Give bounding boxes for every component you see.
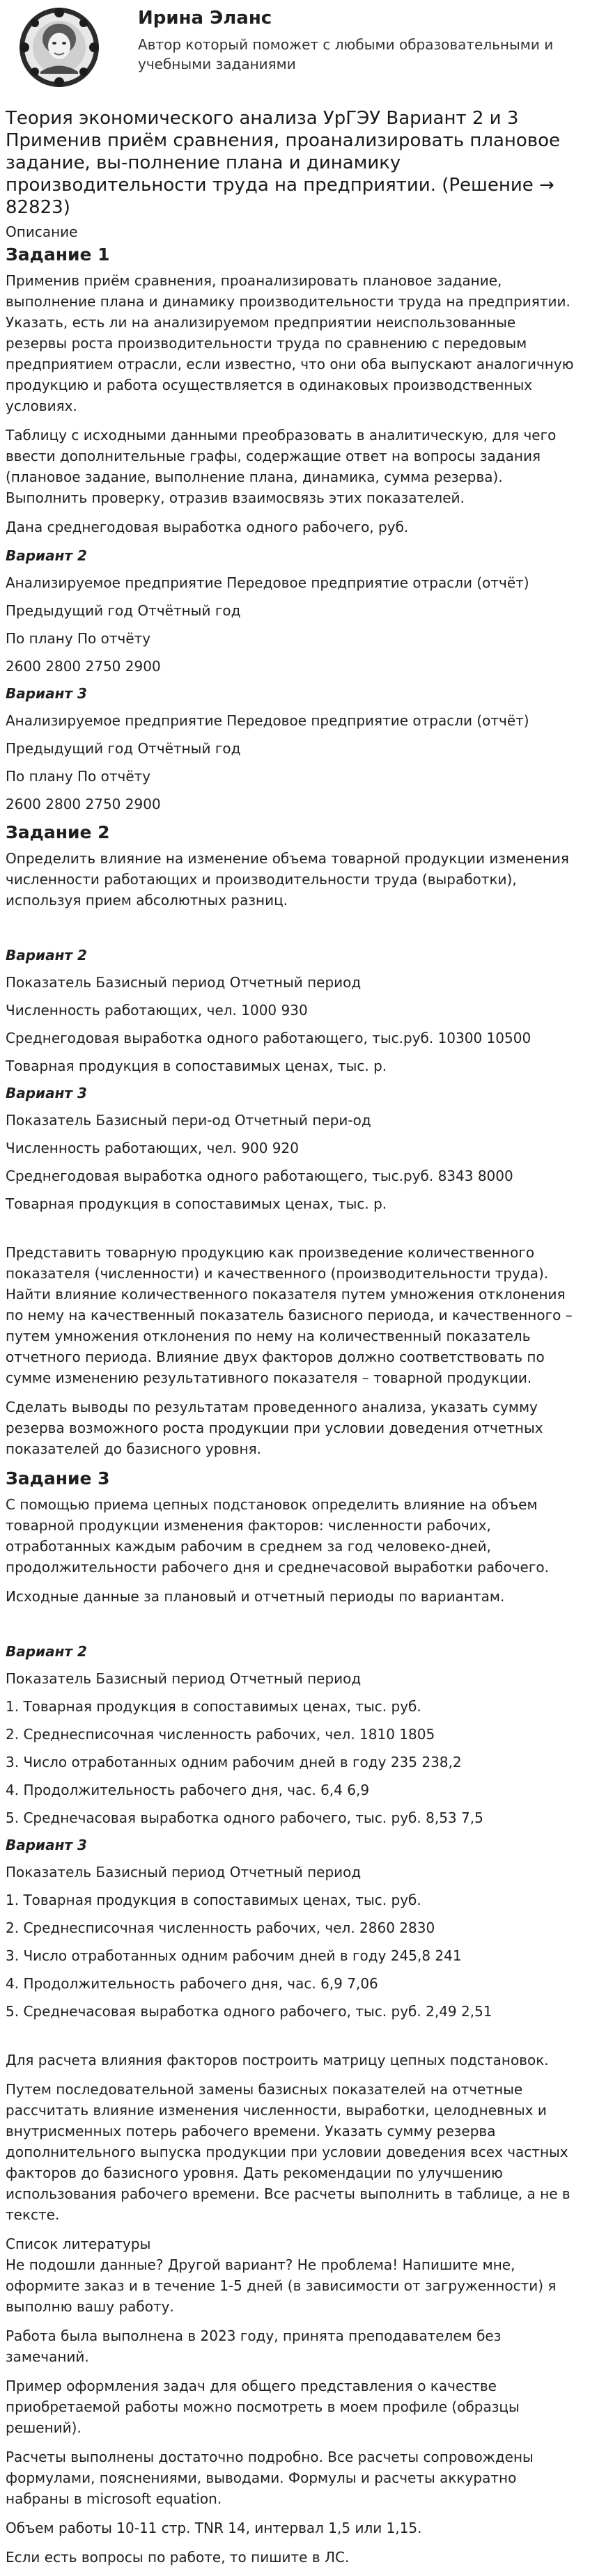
task1-variant2-row: По плану По отчёту	[6, 630, 151, 647]
footer-paragraph-4: Расчеты выполнены достаточно подробно. Все расчеты сопровождены формулами, пояснениями, выводами. Формулы и расчеты аккуратно набраны в microsoft equation.	[6, 2449, 534, 2507]
task3-variant2-row: Показатель Базисный период Отчетный период	[6, 1670, 362, 1687]
task2-paragraph-3: Сделать выводы по результатам проведенного анализа, указать сумму резерва возможного роста продукции при условии доведения отчетных показателей до базисного уровня.	[6, 1399, 543, 1457]
literature-label: Список литературы	[6, 2236, 151, 2252]
task3-variant2-row: 4. Продолжительность рабочего дня, час. 6,4 6,9	[6, 1782, 370, 1798]
task2-variant2-heading: Вариант 2	[6, 947, 87, 964]
task2-variant2-row: Товарная продукция в сопоставимых ценах, тыс. р.	[6, 1058, 387, 1074]
author-header	[6, 0, 578, 96]
spacer	[6, 1615, 578, 1636]
page-title: Теория экономического анализа УрГЭУ Вариант 2 и 3 Применив приём сравнения, проанализировать плановое задание, вы-полнение плана и динамику производительности труда на предприятии. (Решение → 82823)	[6, 108, 561, 218]
avatar-image	[7, 6, 111, 89]
task2-paragraph-2: Представить товарную продукцию как произведение количественного показателя (численности) и качественного (производительности труда). Найти влияние количественного показателя путем умножения отклонения по нему на качественный показатель базисного периода, и качественного – путем умножения отклонения по нему на количественный показатель отчетного периода. Влияние двух факторов должно соответствовать по сумме изменению результативного показателя – товарной продукции.	[6, 1244, 573, 1386]
task3-variant2-row: 2. Среднесписочная численность рабочих, чел. 1810 1805	[6, 1726, 435, 1743]
task1-variant2-row: Предыдущий год Отчётный год	[6, 602, 241, 619]
task3-paragraph-4: Путем последовательной замены базисных показателей на отчетные рассчитать влияние изменения численности, выработки, целодневных и внутрисменных потерь рабочего времени. Указать сумму резерва дополнительного выпуска продукции при условии доведения всех частных факторов до базисного уровня. Дать рекомендации по улучшению использования рабочего времени. Все расчеты выполнить в таблице, а не в тексте.	[6, 2081, 570, 2223]
task1-variant2-heading: Вариант 2	[6, 547, 87, 564]
task3-variant3-row: Показатель Базисный период Отчетный период	[6, 1864, 362, 1880]
footer-paragraph-3: Пример оформления задач для общего представления о качестве приобретаемой работы можно посмотреть в моем профиле (образцы решений).	[6, 2378, 520, 2436]
footer-paragraph-5: Объем работы 10-11 стр. TNR 14, интервал 1,5 или 1,15.	[6, 2520, 422, 2536]
footer-paragraph-6: Если есть вопросы по работе, то пишите в ЛС.	[6, 2549, 350, 2566]
task1-variant3-row: По плану По отчёту	[6, 768, 151, 785]
task3-variant2-row: 1. Товарная продукция в сопоставимых ценах, тыс. руб.	[6, 1698, 421, 1715]
task1-variant3-row: Предыдущий год Отчётный год	[6, 740, 241, 757]
task1-heading: Задание 1	[6, 244, 110, 265]
spacer	[6, 919, 578, 940]
task2-variant3-row: Показатель Базисный пери-од Отчетный пери-од	[6, 1112, 371, 1129]
footer-paragraph-2: Работа была выполнена в 2023 году, принята преподавателем без замечаний.	[6, 2327, 502, 2365]
task3-variant3-heading: Вариант 3	[6, 1837, 87, 1853]
task1-variant2-row: Анализируемое предприятие Передовое предприятие отрасли (отчёт)	[6, 574, 529, 591]
task3-variant2-row: 3. Число отработанных одним рабочим дней в году 235 238,2	[6, 1754, 462, 1770]
task1-variant2-row: 2600 2800 2750 2900	[6, 658, 161, 675]
author-name[interactable]: Ирина Эланс	[138, 8, 272, 29]
task2-variant3-row: Численность работающих, чел. 900 920	[6, 1140, 299, 1156]
task2-variant2-row: Показатель Базисный период Отчетный период	[6, 974, 362, 991]
footer-paragraph-1: Не подошли данные? Другой вариант? Не проблема! Напишите мне, оформите заказ и в течение 1-5 дней (в зависимости от загруженности) я выполню вашу работу.	[6, 2256, 557, 2315]
task2-heading: Задание 2	[6, 822, 110, 842]
task1-variant3-row: 2600 2800 2750 2900	[6, 796, 161, 812]
author-info	[138, 6, 556, 74]
task3-variant2-row: 5. Среднечасовая выработка одного рабочего, тыс. руб. 8,53 7,5	[6, 1809, 483, 1826]
avatar[interactable]	[7, 6, 111, 89]
task3-variant3-row: 2. Среднесписочная численность рабочих, чел. 2860 2830	[6, 1919, 435, 1936]
task1-paragraph-1: Применив приём сравнения, проанализировать плановое задание, выполнение плана и динамику производительности труда на предприятии. Указать, есть ли на анализируемом предприятии неиспользованные резервы роста производительности труда по сравнению с передовым предприятием отрасли, если известно, что они оба выпускают аналогичную продукцию и работа осуществляется в одинаковых производственных условиях.	[6, 272, 574, 414]
task3-variant2-heading: Вариант 2	[6, 1643, 87, 1660]
task2-variant2-row: Численность работающих, чел. 1000 930	[6, 1002, 308, 1019]
task3-heading: Задание 3	[6, 1468, 110, 1489]
task2-variant3-heading: Вариант 3	[6, 1085, 87, 1101]
task3-variant3-row: 1. Товарная продукция в сопоставимых ценах, тыс. руб.	[6, 1892, 421, 1908]
task1-variant3-heading: Вариант 3	[6, 685, 87, 702]
spacer	[6, 1221, 578, 1242]
author-description: Автор который поможет с любыми образовательными и учебными заданиями	[138, 36, 554, 72]
task3-variant3-row: 5. Среднечасовая выработка одного рабочего, тыс. руб. 2,49 2,51	[6, 2003, 492, 2020]
task3-variant3-row: 4. Продолжительность рабочего дня, час. 6,9 7,06	[6, 1975, 378, 1992]
description-label: Описание	[6, 223, 78, 240]
task2-variant3-row: Среднегодовая выработка одного работающего, тыс.руб. 8343 8000	[6, 1168, 513, 1184]
task2-paragraph-1: Определить влияние на изменение объема товарной продукции изменения численности работающих и производительности труда (выработки), используя прием абсолютных разниц.	[6, 850, 569, 909]
task1-paragraph-3: Дана среднегодовая выработка одного рабочего, руб.	[6, 519, 409, 535]
task2-variant3-row: Товарная продукция в сопоставимых ценах, тыс. р.	[6, 1195, 387, 1212]
task1-variant3-row: Анализируемое предприятие Передовое предприятие отрасли (отчёт)	[6, 712, 529, 729]
spacer	[6, 2029, 578, 2050]
task1-paragraph-2: Таблицу с исходными данными преобразовать в аналитическую, для чего ввести дополнительные графы, содержащие ответ на вопросы задания (плановое задание, выполнение плана, динамика, сумма резерва). Выполнить проверку, отразив взаимосвязь этих показателей.	[6, 427, 557, 506]
task3-paragraph-3: Для расчета влияния факторов построить матрицу цепных подстановок.	[6, 2052, 549, 2068]
task3-paragraph-2: Исходные данные за плановый и отчетный периоды по вариантам.	[6, 1588, 505, 1605]
task2-variant2-row: Среднегодовая выработка одного работающего, тыс.руб. 10300 10500	[6, 1030, 531, 1046]
task3-variant3-row: 3. Число отработанных одним рабочим дней в году 245,8 241	[6, 1947, 462, 1964]
task3-paragraph-1: С помощью приема цепных подстановок определить влияние на объем товарной продукции изменения факторов: численности рабочих, отработанных каждым рабочим в среднем за год человеко-дней, продолжительности рабочего дня и среднечасовой выработки рабочего.	[6, 1496, 549, 1576]
